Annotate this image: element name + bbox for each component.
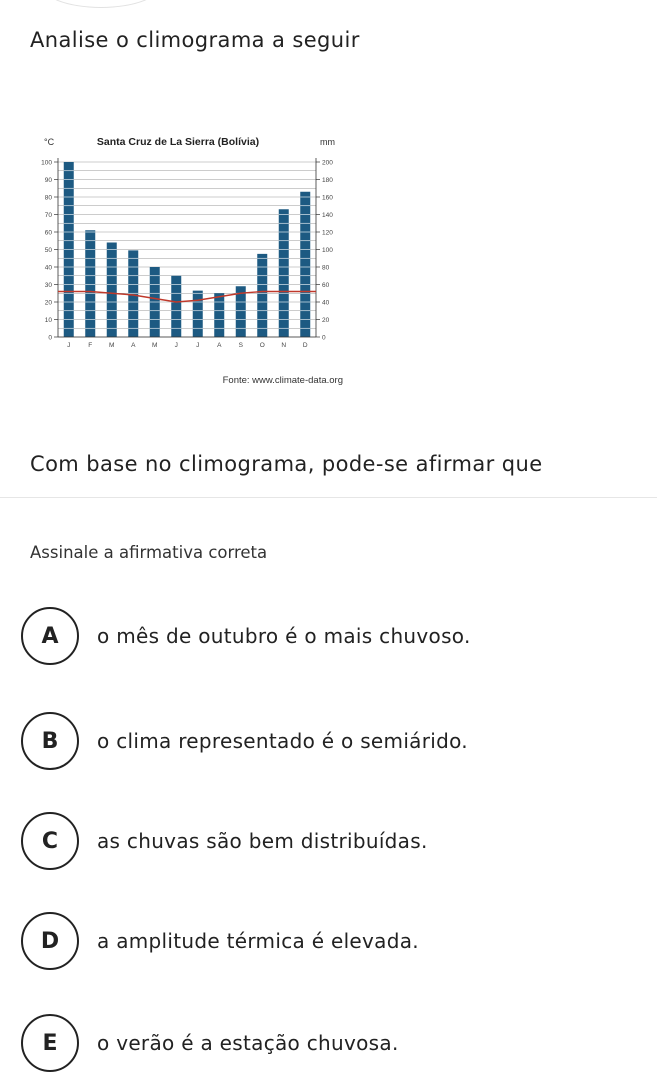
right-tick-label: 200 (322, 159, 333, 167)
month-label: F (88, 342, 93, 349)
month-label: O (259, 342, 265, 349)
climogram-svg (20, 130, 350, 400)
month-label: J (196, 342, 200, 349)
chart-ticks (41, 160, 333, 342)
precipitation-bar-F (85, 230, 95, 337)
option-d[interactable] (21, 910, 641, 972)
precipitation-bar-D (300, 192, 310, 337)
precipitation-bar-M (107, 243, 117, 338)
instruction-text: Assinale a afirmativa correta (30, 543, 268, 562)
left-tick-label: 10 (44, 317, 52, 324)
precipitation-bar-O (257, 254, 267, 337)
option-d-text: a amplitude térmica é elevada. (97, 929, 419, 953)
option-a-text: o mês de outubro é o mais chuvoso. (97, 624, 471, 648)
option-b[interactable] (21, 710, 641, 772)
left-tick-label: 70 (44, 212, 52, 219)
option-c[interactable] (21, 810, 641, 872)
left-tick-label: 100 (41, 159, 52, 167)
option-e-letter: E (21, 1014, 79, 1072)
precipitation-bar-J (171, 276, 181, 337)
option-c-text: as chuvas são bem distribuídas. (97, 829, 428, 853)
left-tick-label: 0 (48, 334, 52, 342)
month-label: S (238, 342, 243, 349)
option-c-letter: C (21, 812, 79, 870)
option-b-text: o clima representado é o semiárido. (97, 729, 468, 753)
precipitation-bar-N (279, 209, 289, 337)
right-tick-label: 40 (322, 299, 330, 307)
right-tick-label: 80 (322, 264, 330, 272)
question-text: Com base no climograma, pode-se afirmar que (30, 452, 543, 476)
option-d-letter: D (21, 912, 79, 970)
month-label: J (174, 342, 178, 349)
left-tick-label: 60 (44, 229, 52, 237)
right-tick-label: 20 (322, 317, 330, 324)
month-label: M (109, 342, 115, 349)
month-label: A (217, 342, 222, 349)
prompt-text: Analise o climograma a seguir (30, 28, 360, 52)
left-tick-label: 40 (44, 264, 52, 272)
option-b-letter: B (21, 712, 79, 770)
month-labels (67, 342, 308, 349)
left-tick-label: 80 (44, 194, 52, 202)
right-tick-label: 180 (322, 177, 333, 184)
precipitation-bar-J (193, 291, 203, 337)
top-decoration (40, 0, 162, 8)
right-tick-label: 0 (322, 334, 326, 342)
precipitation-bar-A (214, 293, 224, 337)
right-tick-label: 100 (322, 247, 333, 254)
option-a[interactable] (21, 605, 641, 667)
right-tick-label: 160 (322, 194, 333, 202)
precipitation-bar-A (128, 250, 138, 337)
month-label: J (67, 342, 71, 349)
climogram (20, 130, 350, 400)
right-tick-label: 140 (322, 212, 333, 219)
chart-gridlines (58, 162, 316, 337)
left-tick-label: 20 (44, 299, 52, 307)
month-label: D (302, 342, 308, 349)
chart-title: Santa Cruz de La Sierra (Bolívia) (96, 136, 260, 148)
chart-source: Fonte: www.climate-data.org (222, 375, 343, 386)
left-tick-label: 30 (44, 282, 52, 289)
right-tick-label: 60 (322, 282, 330, 289)
left-tick-label: 50 (44, 247, 52, 254)
option-e[interactable] (21, 1012, 641, 1074)
divider (0, 497, 657, 498)
option-a-letter: A (21, 607, 79, 665)
month-label: N (281, 342, 287, 349)
chart-axes (58, 158, 316, 337)
chart-left-unit: °C (44, 137, 55, 147)
left-tick-label: 90 (44, 177, 52, 184)
month-label: M (152, 342, 158, 349)
right-tick-label: 120 (322, 229, 333, 237)
month-label: A (131, 342, 136, 349)
option-e-text: o verão é a estação chuvosa. (97, 1031, 399, 1055)
chart-right-unit: mm (320, 137, 335, 147)
